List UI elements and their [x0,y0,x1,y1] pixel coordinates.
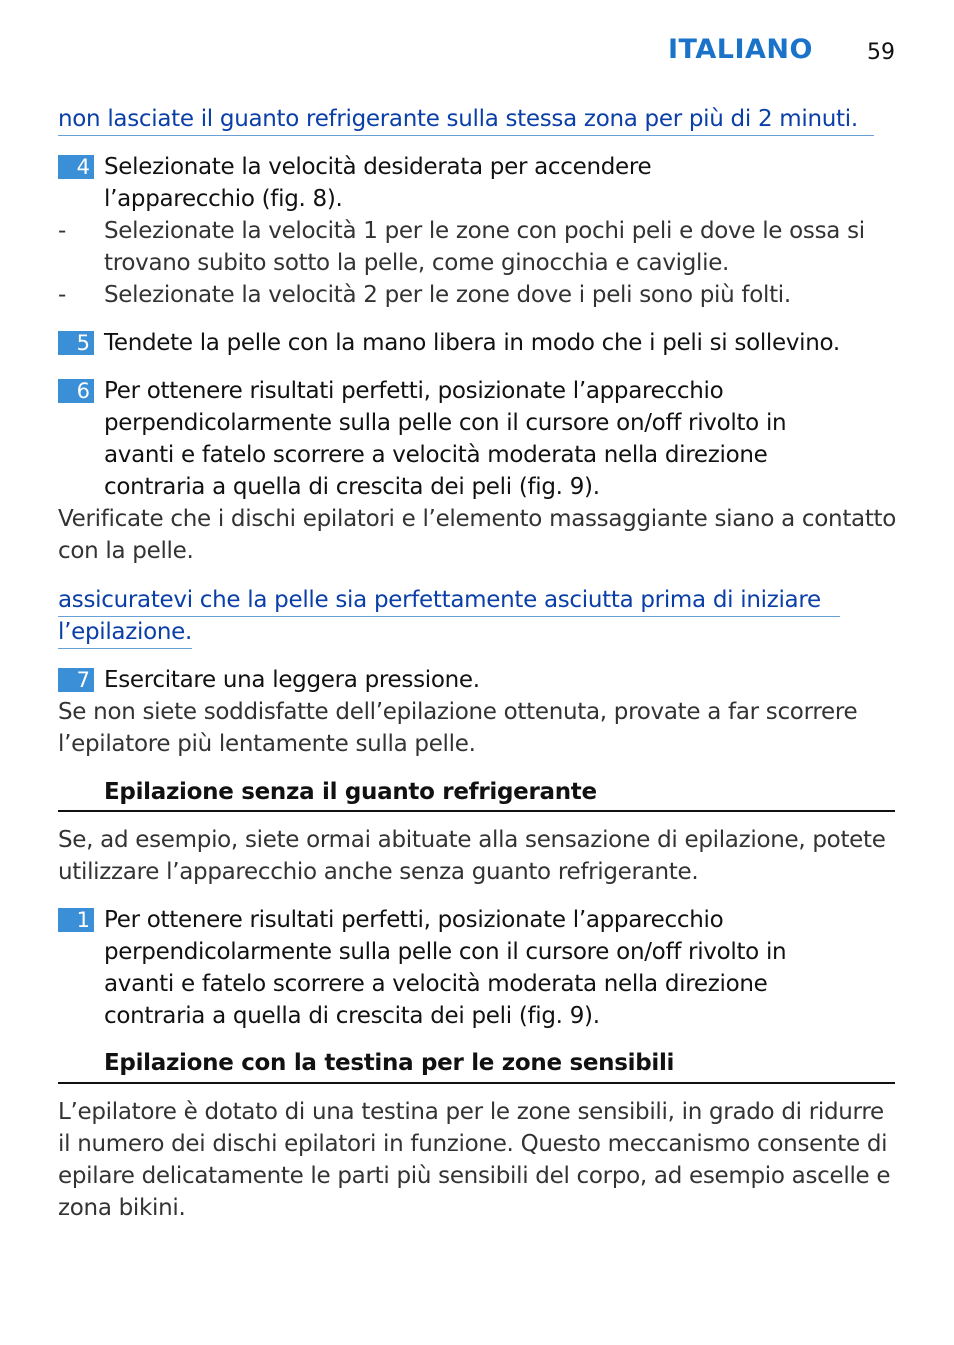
section-rule [58,810,895,812]
step-number-badge: 6 [58,379,94,403]
warning-text: assicuratevi che la pelle sia perfettamente asciutta prima di iniziare [58,587,821,613]
step-number-badge: 1 [58,908,94,932]
warning-underline [58,648,192,649]
section-rule [58,1082,895,1084]
step-text: Tendete la pelle con la mano libera in modo che i peli si sollevino. [104,330,840,356]
step-text: avanti e fatelo scorrere a velocità moderata nella direzione [104,971,768,997]
warning-text: l’epilazione. [58,619,192,645]
step-text: Per ottenere risultati perfetti, posizionate l’apparecchio [104,378,724,404]
page-number: 59 [867,40,895,65]
note-text: con la pelle. [58,538,194,564]
note-text: Verificate che i dischi epilatori e l’elemento massaggiante siano a contatto [58,506,897,532]
bullet-dash: - [58,282,66,308]
warning-text: non lasciate il guanto refrigerante sulla stessa zona per più di 2 minuti. [58,106,858,132]
warning-underline [58,135,874,136]
section-heading: Epilazione con la testina per le zone sensibili [104,1050,675,1076]
step-text: Esercitare una leggera pressione. [104,667,480,693]
body-text: Se, ad esempio, siete ormai abituate alla sensazione di epilazione, potete [58,827,886,853]
language-label: ITALIANO [668,34,813,65]
step-text: avanti e fatelo scorrere a velocità moderata nella direzione [104,442,768,468]
step-text: Selezionate la velocità desiderata per accendere [104,154,652,180]
body-text: epilare delicatamente le parti più sensibili del corpo, ad esempio ascelle e [58,1163,891,1189]
bullet-text: trovano subito sotto la pelle, come ginocchia e caviglie. [104,250,730,276]
body-text: utilizzare l’apparecchio anche senza guanto refrigerante. [58,859,699,885]
body-text: zona bikini. [58,1195,186,1221]
step-text: contraria a quella di crescita dei peli (fig. 9). [104,1003,600,1029]
step-text: l’apparecchio (fig. 8). [104,186,343,212]
step-number-badge: 4 [58,155,94,179]
step-text: Per ottenere risultati perfetti, posizionate l’apparecchio [104,907,724,933]
bullet-dash: - [58,218,66,244]
body-text: il numero dei dischi epilatori in funzione. Questo meccanismo consente di [58,1131,888,1157]
bullet-text: Selezionate la velocità 1 per le zone con pochi peli e dove le ossa si [104,218,865,244]
step-number-badge: 5 [58,331,94,355]
step-number-badge: 7 [58,668,94,692]
body-text: L’epilatore è dotato di una testina per le zone sensibili, in grado di ridurre [58,1099,884,1125]
step-text: perpendicolarmente sulla pelle con il cursore on/off rivolto in [104,939,787,965]
step-text: contraria a quella di crescita dei peli (fig. 9). [104,474,600,500]
bullet-text: Selezionate la velocità 2 per le zone dove i peli sono più folti. [104,282,791,308]
section-heading: Epilazione senza il guanto refrigerante [104,779,597,805]
step-text: perpendicolarmente sulla pelle con il cursore on/off rivolto in [104,410,787,436]
note-text: l’epilatore più lentamente sulla pelle. [58,731,476,757]
note-text: Se non siete soddisfatte dell’epilazione ottenuta, provate a far scorrere [58,699,858,725]
